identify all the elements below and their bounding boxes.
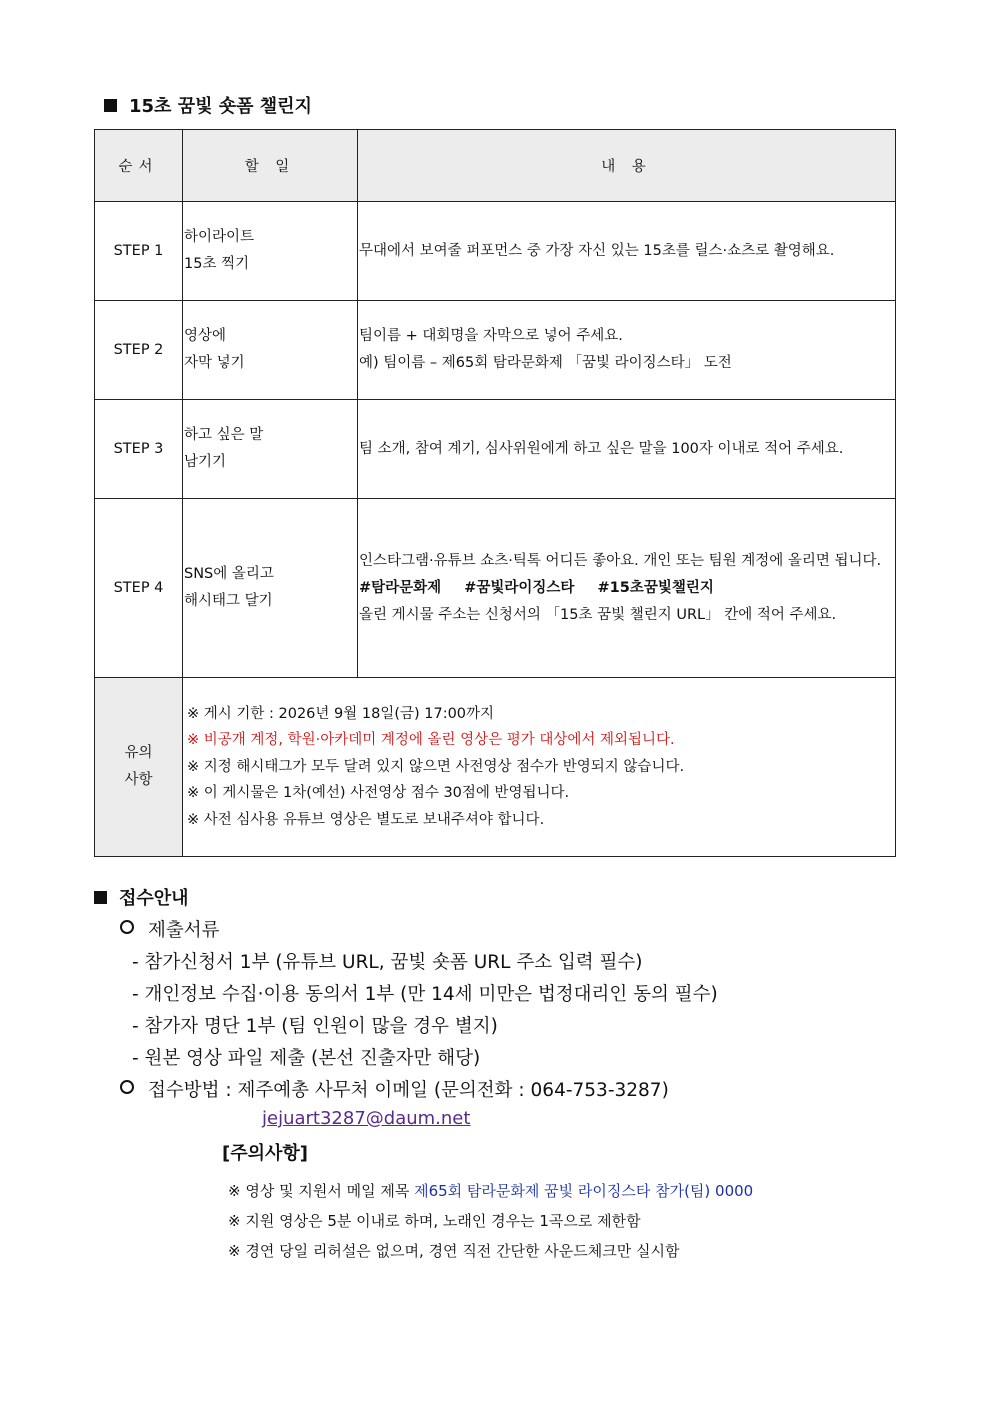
caution-row [95,678,896,857]
section-title-challenge [104,92,312,118]
notes-title: [주의사항] [222,1143,309,1164]
circle-bullet-icon [120,920,134,934]
caution-label: 유의 사항 [95,678,183,857]
method-line: 접수방법 : 제주예총 사무처 이메일 (문의전화 : 064-753-3287) [120,1076,669,1102]
docs-heading: 제출서류 [120,916,219,942]
step-task: SNS에 올리고 해시태그 달기 [183,499,358,678]
list-item: - 원본 영상 파일 제출 (본선 진출자만 해당) [132,1048,481,1069]
step-task: 하고 싶은 말 남기기 [183,400,358,499]
caution-item: ※ 지정 해시태그가 모두 달려 있지 않으면 사전영상 점수가 반영되지 않습니다. [187,758,685,775]
table-row [95,301,896,400]
header-content: 내 용 [358,130,896,202]
header-task: 할 일 [183,130,358,202]
caution-item: ※ 게시 기한 : 2026년 9월 18일(금) 17:00까지 [187,705,495,722]
note-video-length: ※ 지원 영상은 5분 이내로 하며, 노래인 경우는 1곡으로 제한함 [228,1212,641,1230]
email-link[interactable]: jejuart3287@daum.net [262,1108,471,1129]
note-rehearsal: ※ 경연 당일 리허설은 없으며, 경연 직전 간단한 사운드체크만 실시함 [228,1242,680,1260]
step-content: 팀 소개, 참여 계기, 심사위원에게 하고 싶은 말을 100자 이내로 적어 주세요. [358,400,896,499]
list-item: - 개인정보 수집·이용 동의서 1부 (만 14세 미만은 법정대리인 동의 필수) [132,984,718,1005]
table-row [95,202,896,301]
hashtags: #탐라문화제 #꿈빛라이징스타 #15초꿈빛챌린지 [359,579,714,596]
reception-title-text: 접수안내 [119,888,189,909]
table-header-row [95,130,896,202]
challenge-title-text: 15초 꿈빛 숏폼 챌린지 [129,96,312,117]
step-task: 영상에 자막 넣기 [183,301,358,400]
caution-list [183,678,896,857]
step-label: STEP 3 [95,400,183,499]
table-row [95,400,896,499]
square-bullet-icon [94,891,107,904]
section-title-reception [94,884,189,910]
caution-item: ※ 사전 심사용 유튜브 영상은 별도로 보내주셔야 합니다. [187,811,545,828]
step-label: STEP 2 [95,301,183,400]
step-label: STEP 4 [95,499,183,678]
circle-bullet-icon [120,1080,134,1094]
step-label: STEP 1 [95,202,183,301]
step-content: 무대에서 보여줄 퍼포먼스 중 가장 자신 있는 15초를 릴스·쇼츠로 촬영해요. [358,202,896,301]
caution-item: ※ 이 게시물은 1차(예선) 사전영상 점수 30점에 반영됩니다. [187,785,570,802]
list-item: - 참가자 명단 1부 (팀 인원이 많을 경우 별지) [132,1016,498,1037]
header-order: 순서 [95,130,183,202]
challenge-table [94,129,896,857]
square-bullet-icon [104,99,117,112]
note-mail-subject: ※ 영상 및 지원서 메일 제목 제65회 탐라문화제 꿈빛 라이징스타 참가(팀) 0000 [228,1182,754,1200]
step-content: 인스타그램·유튜브 쇼츠·틱톡 어디든 좋아요. 개인 또는 팀원 계정에 올리면 됩니다. #탐라문화제 #꿈빛라이징스타 #15초꿈빛챌린지 올린 게시물 주소는 신청서의 「15초 꿈빛 챌린지 URL」 칸에 적어 주세요. [358,499,896,678]
caution-item-warning: ※ 비공개 계정, 학원·아카데미 계정에 올린 영상은 평가 대상에서 제외됩니다. [187,732,675,749]
step-content: 팀이름 + 대회명을 자막으로 넣어 주세요. 예) 팀이름 – 제65회 탐라문화제 「꿈빛 라이징스타」 도전 [358,301,896,400]
list-item: - 참가신청서 1부 (유튜브 URL, 꿈빛 숏폼 URL 주소 입력 필수) [132,952,643,973]
step-task: 하이라이트 15초 찍기 [183,202,358,301]
table-row [95,499,896,678]
